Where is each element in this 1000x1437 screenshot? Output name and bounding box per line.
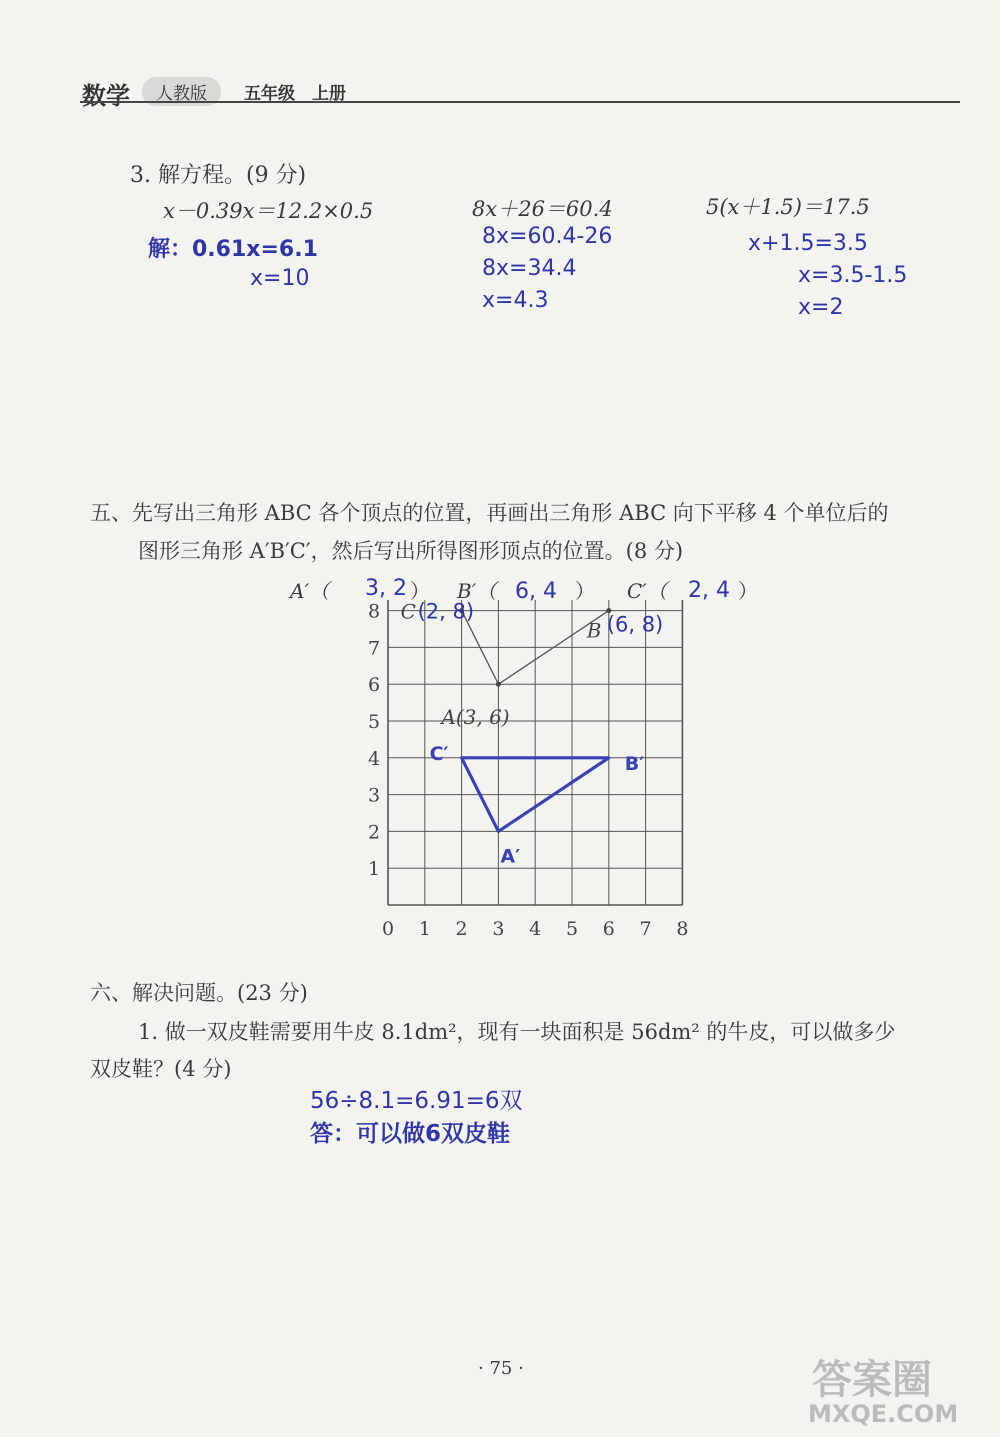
x-tick-label: 7 [639, 918, 652, 940]
watermark-top: 答案圈 [812, 1357, 932, 1403]
eq2-step-3: x=4.3 [482, 288, 549, 313]
volume-label: 上册 [312, 84, 346, 104]
x-tick-label: 1 [418, 918, 431, 940]
y-tick-label: 1 [367, 858, 381, 881]
section5-line2: 图形三角形 A′B′C′，然后写出所得图形顶点的位置。(8 分) [138, 539, 684, 563]
equation-3: 5(x＋1.5)＝17.5 [706, 195, 870, 219]
section5-line1: 五、先写出三角形 ABC 各个顶点的位置，再画出三角形 ABC 向下平移 4 个单位后的 [90, 501, 889, 525]
y-tick-label: 7 [367, 637, 381, 660]
edition-badge: 人教版 [142, 77, 221, 106]
x-tick-label: 4 [529, 918, 542, 940]
y-tick-label: 4 [367, 747, 381, 770]
eq1-step-2: x=10 [250, 266, 310, 291]
q6-1-line1: 1. 做一双皮鞋需要用牛皮 8.1dm²，现有一块面积是 56dm² 的牛皮，可以做多少 [138, 1020, 896, 1044]
x-tick-label: 5 [565, 918, 579, 940]
label-B-prime: B′ [624, 752, 645, 775]
c-prime-close: ） [738, 579, 758, 603]
x-tick-label: 2 [455, 918, 468, 940]
x-tick-label: 3 [492, 918, 505, 940]
y-tick-label: 8 [367, 600, 381, 623]
label-B: B [586, 618, 602, 643]
b-prime-label: B′（ [457, 579, 497, 603]
y-tick-label: 3 [367, 784, 381, 807]
section6-title: 六、解决问题。(23 分) [90, 981, 308, 1005]
c-prime-label: C′（ [627, 579, 667, 603]
page-number: · 75 · [478, 1358, 524, 1379]
vertex-point-A [496, 682, 501, 687]
q6-1-line2: 双皮鞋？(4 分) [90, 1057, 232, 1081]
label-B-coords: (6, 8) [606, 612, 664, 637]
watermark-logo [800, 1348, 985, 1432]
b-prime-value: 6, 4 [515, 579, 557, 604]
y-tick-label: 5 [367, 711, 381, 733]
y-tick-label: 2 [367, 821, 381, 844]
eq3-step-3: x=2 [798, 295, 844, 320]
a-prime-value: 3, 2 [365, 576, 407, 601]
eq2-step-1: 8x=60.4-26 [482, 224, 613, 249]
watermark-bottom: MXQE.COM [808, 1400, 959, 1428]
c-prime-value: 2, 4 [688, 578, 730, 603]
a-prime-close: ） [410, 579, 430, 603]
q6-1-calc: 56÷8.1=6.91=6双 [310, 1088, 523, 1114]
label-C-coords: (2, 8) [417, 600, 475, 624]
header-divider [80, 101, 960, 103]
subject-title: 数学 [82, 82, 130, 110]
label-C-prime: C′ [429, 742, 449, 765]
y-tick-label: 6 [367, 674, 381, 697]
b-prime-close: ） [575, 579, 595, 603]
a-prime-label: A′（ [290, 579, 329, 603]
x-tick-label: 6 [602, 918, 615, 940]
q3-title: 3. 解方程。(9 分) [130, 163, 307, 188]
eq3-step-1: x+1.5=3.5 [748, 231, 868, 256]
grade-label: 五年级 [244, 84, 295, 104]
coordinate-grid [355, 600, 695, 970]
eq1-step-1: 解：0.61x=6.1 [148, 237, 318, 262]
x-tick-label: 8 [676, 918, 689, 940]
equation-1: x－0.39x＝12.2×0.5 [163, 199, 374, 223]
label-A: A(3, 6) [441, 705, 510, 730]
x-tick-label: 0 [381, 918, 395, 940]
label-A-prime: A′ [500, 845, 521, 868]
label-C: C [400, 600, 416, 624]
eq2-step-2: 8x=34.4 [482, 256, 577, 281]
equation-2: 8x＋26＝60.4 [472, 197, 613, 221]
eq3-step-2: x=3.5-1.5 [798, 263, 908, 288]
q6-1-answer: 答：可以做6双皮鞋 [310, 1121, 511, 1147]
